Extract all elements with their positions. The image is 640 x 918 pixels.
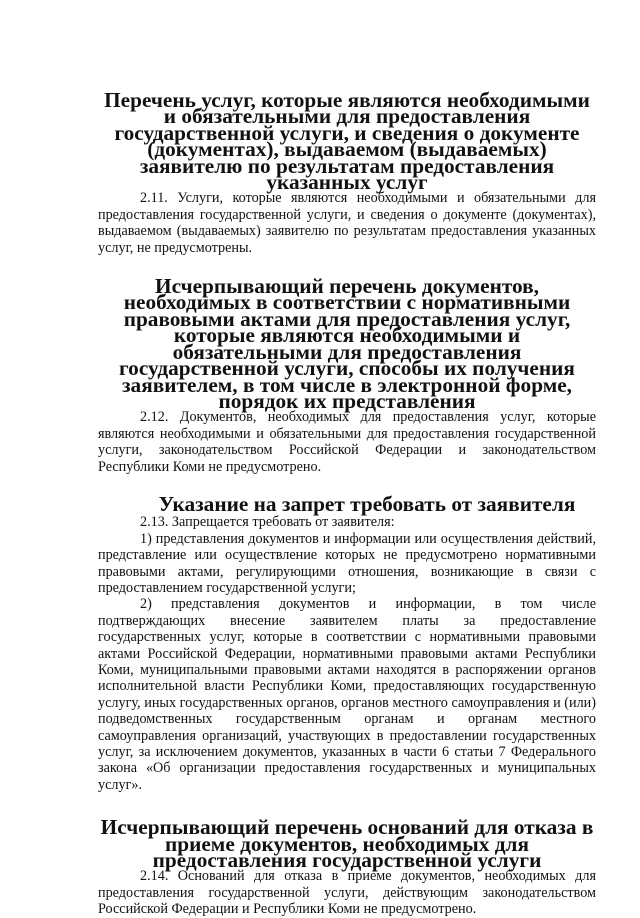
paragraph-2-14: 2.14. Оснований для отказа в приеме документов, необходимых для предоставления государственной услуги, действующим законодательством Российской Федерации и Республики Коми не предусмотрено. [98, 868, 596, 918]
paragraph-2-13: 2.13. Запрещается требовать от заявителя: [140, 514, 395, 531]
document-page [98, 88, 596, 918]
paragraph-2-13-item-2: 2) представления документов и информации, в том числе подтверждающих внесение заявителем платы за предоставление государственных услуг, которые в соответствии с нормативными правовыми актами Российской Федерации, нормативными правовыми актами Республики Коми, муниципальными правовыми актами находятся в распоряжении органов исполнительной власти Республики Коми, предоставляющих государственную услугу, иных государственных органов, органов местного самоуправления и (или) подведомственных государственным органам и органам местного самоуправления организаций, участвующих в предоставлении государственных услуг, за исключением документов, указанных в части 6 статьи 7 Федерального закона «Об организации предоставления государственных и муниципальных услуг». [98, 596, 596, 793]
section-heading-refusal-grounds: Исчерпывающий перечень оснований для отказа в приеме документов, необходимых для предоставления государственной услуги [100, 815, 594, 873]
section-heading-documents-list: Исчерпывающий перечень документов, необходимых в соответствии с нормативными правовыми актами для предоставления услуг, которые являются необходимыми и обязательными для предоставления государственной услуги, способы их получения заявителем, в том числе в электронной форме, порядок их представления [119, 274, 575, 413]
paragraph-2-13-item-1: 1) представления документов и информации или осуществления действий, представление или осуществление которых не предусмотрено нормативными правовыми актами, регулирующими отношения, возникающие в связи с предоставлением государственной услуги; [98, 530, 596, 596]
section-heading-prohibition: Указание на запрет требовать от заявителя [158, 491, 576, 516]
section-heading-services-list: Перечень услуг, которые являются необходимыми и обязательными для предоставления государственной услуги, и сведения о документе (документах), выдаваемом (выдаваемых) заявителю по результатам предоставления указанных услуг [104, 88, 590, 195]
paragraph-2-12: 2.12. Документов, необходимых для предоставления услуг, которые являются необходимыми и обязательными для предоставления государственной услуги, законодательством Российской Федерации и законодательством Республики Коми не предусмотрено. [98, 409, 596, 475]
paragraph-2-11: 2.11. Услуги, которые являются необходимыми и обязательными для предоставления государственной услуги, и сведения о документе (документах), выдаваемом (выдаваемых) заявителю по результатам предоставления указанных услуг, не предусмотрены. [98, 190, 596, 256]
